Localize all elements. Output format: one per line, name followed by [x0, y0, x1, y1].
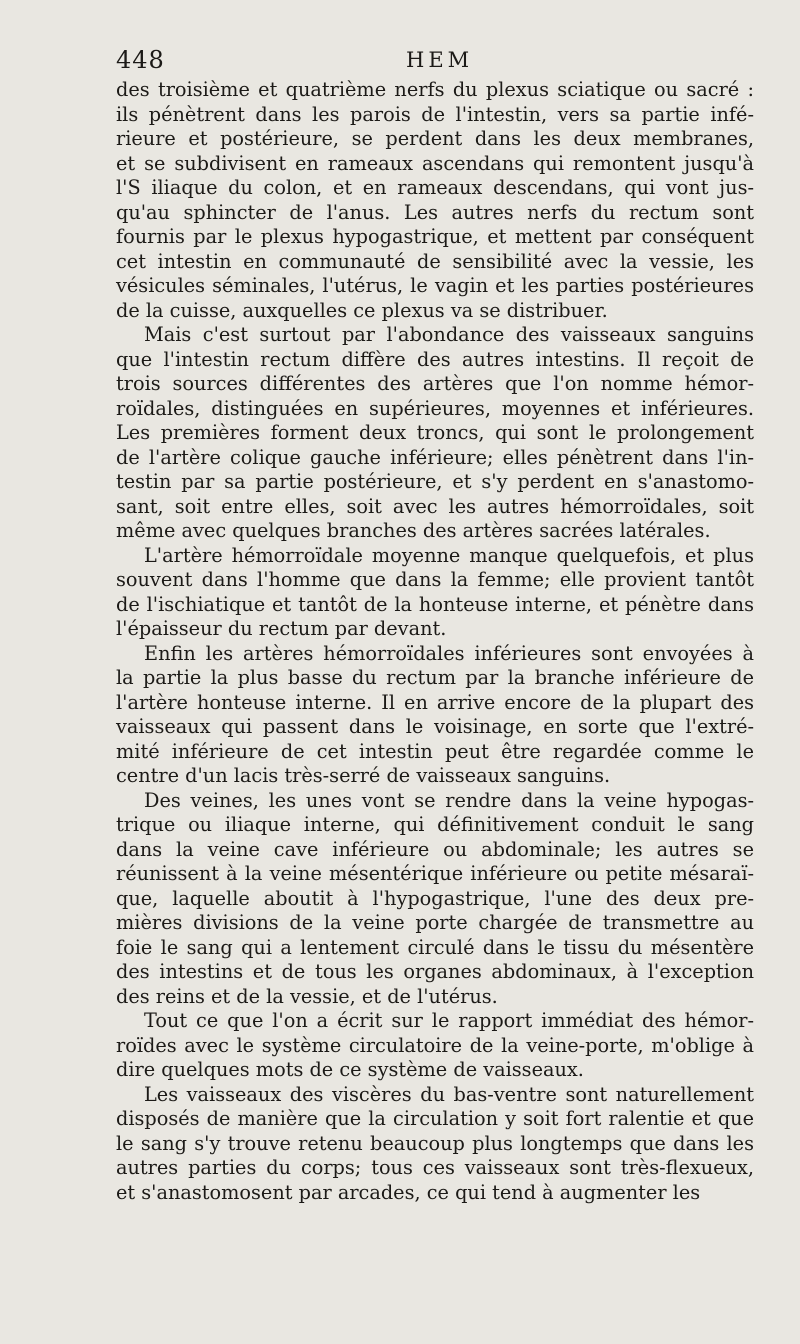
text-line: qu'au sphincter de l'anus. Les autres nerfs du rectum sont — [116, 200, 754, 224]
text-line: Enfin les artères hémorroïdales inférieures sont envoyées à — [144, 641, 754, 665]
paragraph — [116, 642, 754, 789]
text-line: que, laquelle aboutit à l'hypogastrique, l'une des deux pre- — [116, 886, 754, 910]
text-line: de l'artère colique gauche inférieure; elles pénètrent dans l'in- — [116, 445, 754, 469]
text-line: roïdales, distinguées en supérieures, moyennes et inférieures. — [116, 396, 754, 420]
text-line: le sang s'y trouve retenu beaucoup plus longtemps que dans les — [116, 1131, 754, 1155]
text-line: de la cuisse, auxquelles ce plexus va se distribuer. — [116, 298, 608, 322]
text-line: disposés de manière que la circulation y soit fort ralentie et que — [116, 1107, 754, 1130]
text-line: Les premières forment deux troncs, qui sont le prolongement — [116, 421, 754, 444]
running-head — [116, 46, 756, 76]
paragraph — [116, 1083, 754, 1206]
text-line: fournis par le plexus hypogastrique, et mettent par conséquent — [116, 225, 754, 248]
text-line: L'artère hémorroïdale moyenne manque quelquefois, et plus — [144, 543, 754, 567]
text-line: et se subdivisent en rameaux ascendans qui remontent jusqu'à — [116, 151, 754, 175]
paragraph — [116, 789, 754, 1010]
paragraph — [116, 78, 754, 323]
paragraph — [116, 544, 754, 642]
text-line: souvent dans l'homme que dans la femme; elle provient tantôt — [116, 568, 754, 591]
text-line: dire quelques mots de ce système de vaisseaux. — [116, 1058, 584, 1081]
text-line: sant, soit entre elles, soit avec les autres hémorroïdales, soit — [116, 494, 754, 518]
text-line: centre d'un lacis très-serré de vaisseaux sanguins. — [116, 764, 611, 787]
text-line: vésicules séminales, l'utérus, le vagin et les parties postérieures — [116, 274, 754, 297]
text-line: la partie la plus basse du rectum par la branche inférieure de — [116, 666, 754, 689]
text-line: roïdes avec le système circulatoire de la veine-porte, m'oblige à — [116, 1033, 754, 1057]
text-line: rieure et postérieure, se perdent dans les deux membranes, — [116, 127, 754, 150]
text-line: Des veines, les unes vont se rendre dans la veine hypogas- — [144, 788, 754, 812]
paragraph — [116, 323, 754, 544]
body-text — [116, 78, 754, 1205]
text-line: même avec quelques branches des artères sacrées latérales. — [116, 519, 711, 542]
text-line: autres parties du corps; tous ces vaisseaux sont très-flexueux, — [116, 1156, 754, 1179]
text-line: ils pénètrent dans les parois de l'intestin, vers sa partie infé- — [116, 102, 754, 126]
text-line: Les vaisseaux des viscères du bas-ventre sont naturellement — [144, 1082, 754, 1106]
text-line: foie le sang qui a lentement circulé dans le tissu du mésentère — [116, 935, 754, 959]
text-line: testin par sa partie postérieure, et s'y perdent en s'anastomo- — [116, 470, 754, 493]
text-line: Tout ce que l'on a écrit sur le rapport immédiat des hémor- — [144, 1009, 754, 1032]
paragraph — [116, 1009, 754, 1083]
text-line: des intestins et de tous les organes abdominaux, à l'exception — [116, 960, 754, 983]
text-line: de l'ischiatique et tantôt de la honteuse interne, et pénètre dans — [116, 592, 754, 616]
page-number: 448 — [116, 46, 165, 74]
text-line: vaisseaux qui passent dans le voisinage, en sorte que l'extré- — [116, 715, 754, 738]
text-line: trique ou iliaque interne, qui définitivement conduit le sang — [116, 813, 754, 836]
text-line: que l'intestin rectum diffère des autres intestins. Il reçoit de — [116, 347, 754, 371]
running-title: HEM — [406, 48, 474, 72]
text-line: trois sources différentes des artères que l'on nomme hémor- — [116, 372, 754, 395]
text-line: des reins et de la vessie, et de l'utérus. — [116, 984, 498, 1008]
text-line: dans la veine cave inférieure ou abdominale; les autres se — [116, 837, 754, 861]
text-line: mières divisions de la veine porte chargée de transmettre au — [116, 911, 754, 934]
text-line: Mais c'est surtout par l'abondance des vaisseaux sanguins — [144, 323, 754, 346]
text-line: l'artère honteuse interne. Il en arrive encore de la plupart des — [116, 690, 754, 714]
text-line: des troisième et quatrième nerfs du plexus sciatique ou sacré : — [116, 78, 754, 101]
text-line: et s'anastomosent par arcades, ce qui tend à augmenter les — [116, 1180, 701, 1204]
text-line: cet intestin en communauté de sensibilité avec la vessie, les — [116, 249, 754, 273]
text-line: l'S iliaque du colon, et en rameaux descendans, qui vont jus- — [116, 176, 754, 199]
text-line: mité inférieure de cet intestin peut être regardée comme le — [116, 739, 754, 763]
text-line: l'épaisseur du rectum par devant. — [116, 617, 447, 640]
text-line: réunissent à la veine mésentérique inférieure ou petite mésaraï- — [116, 862, 754, 885]
